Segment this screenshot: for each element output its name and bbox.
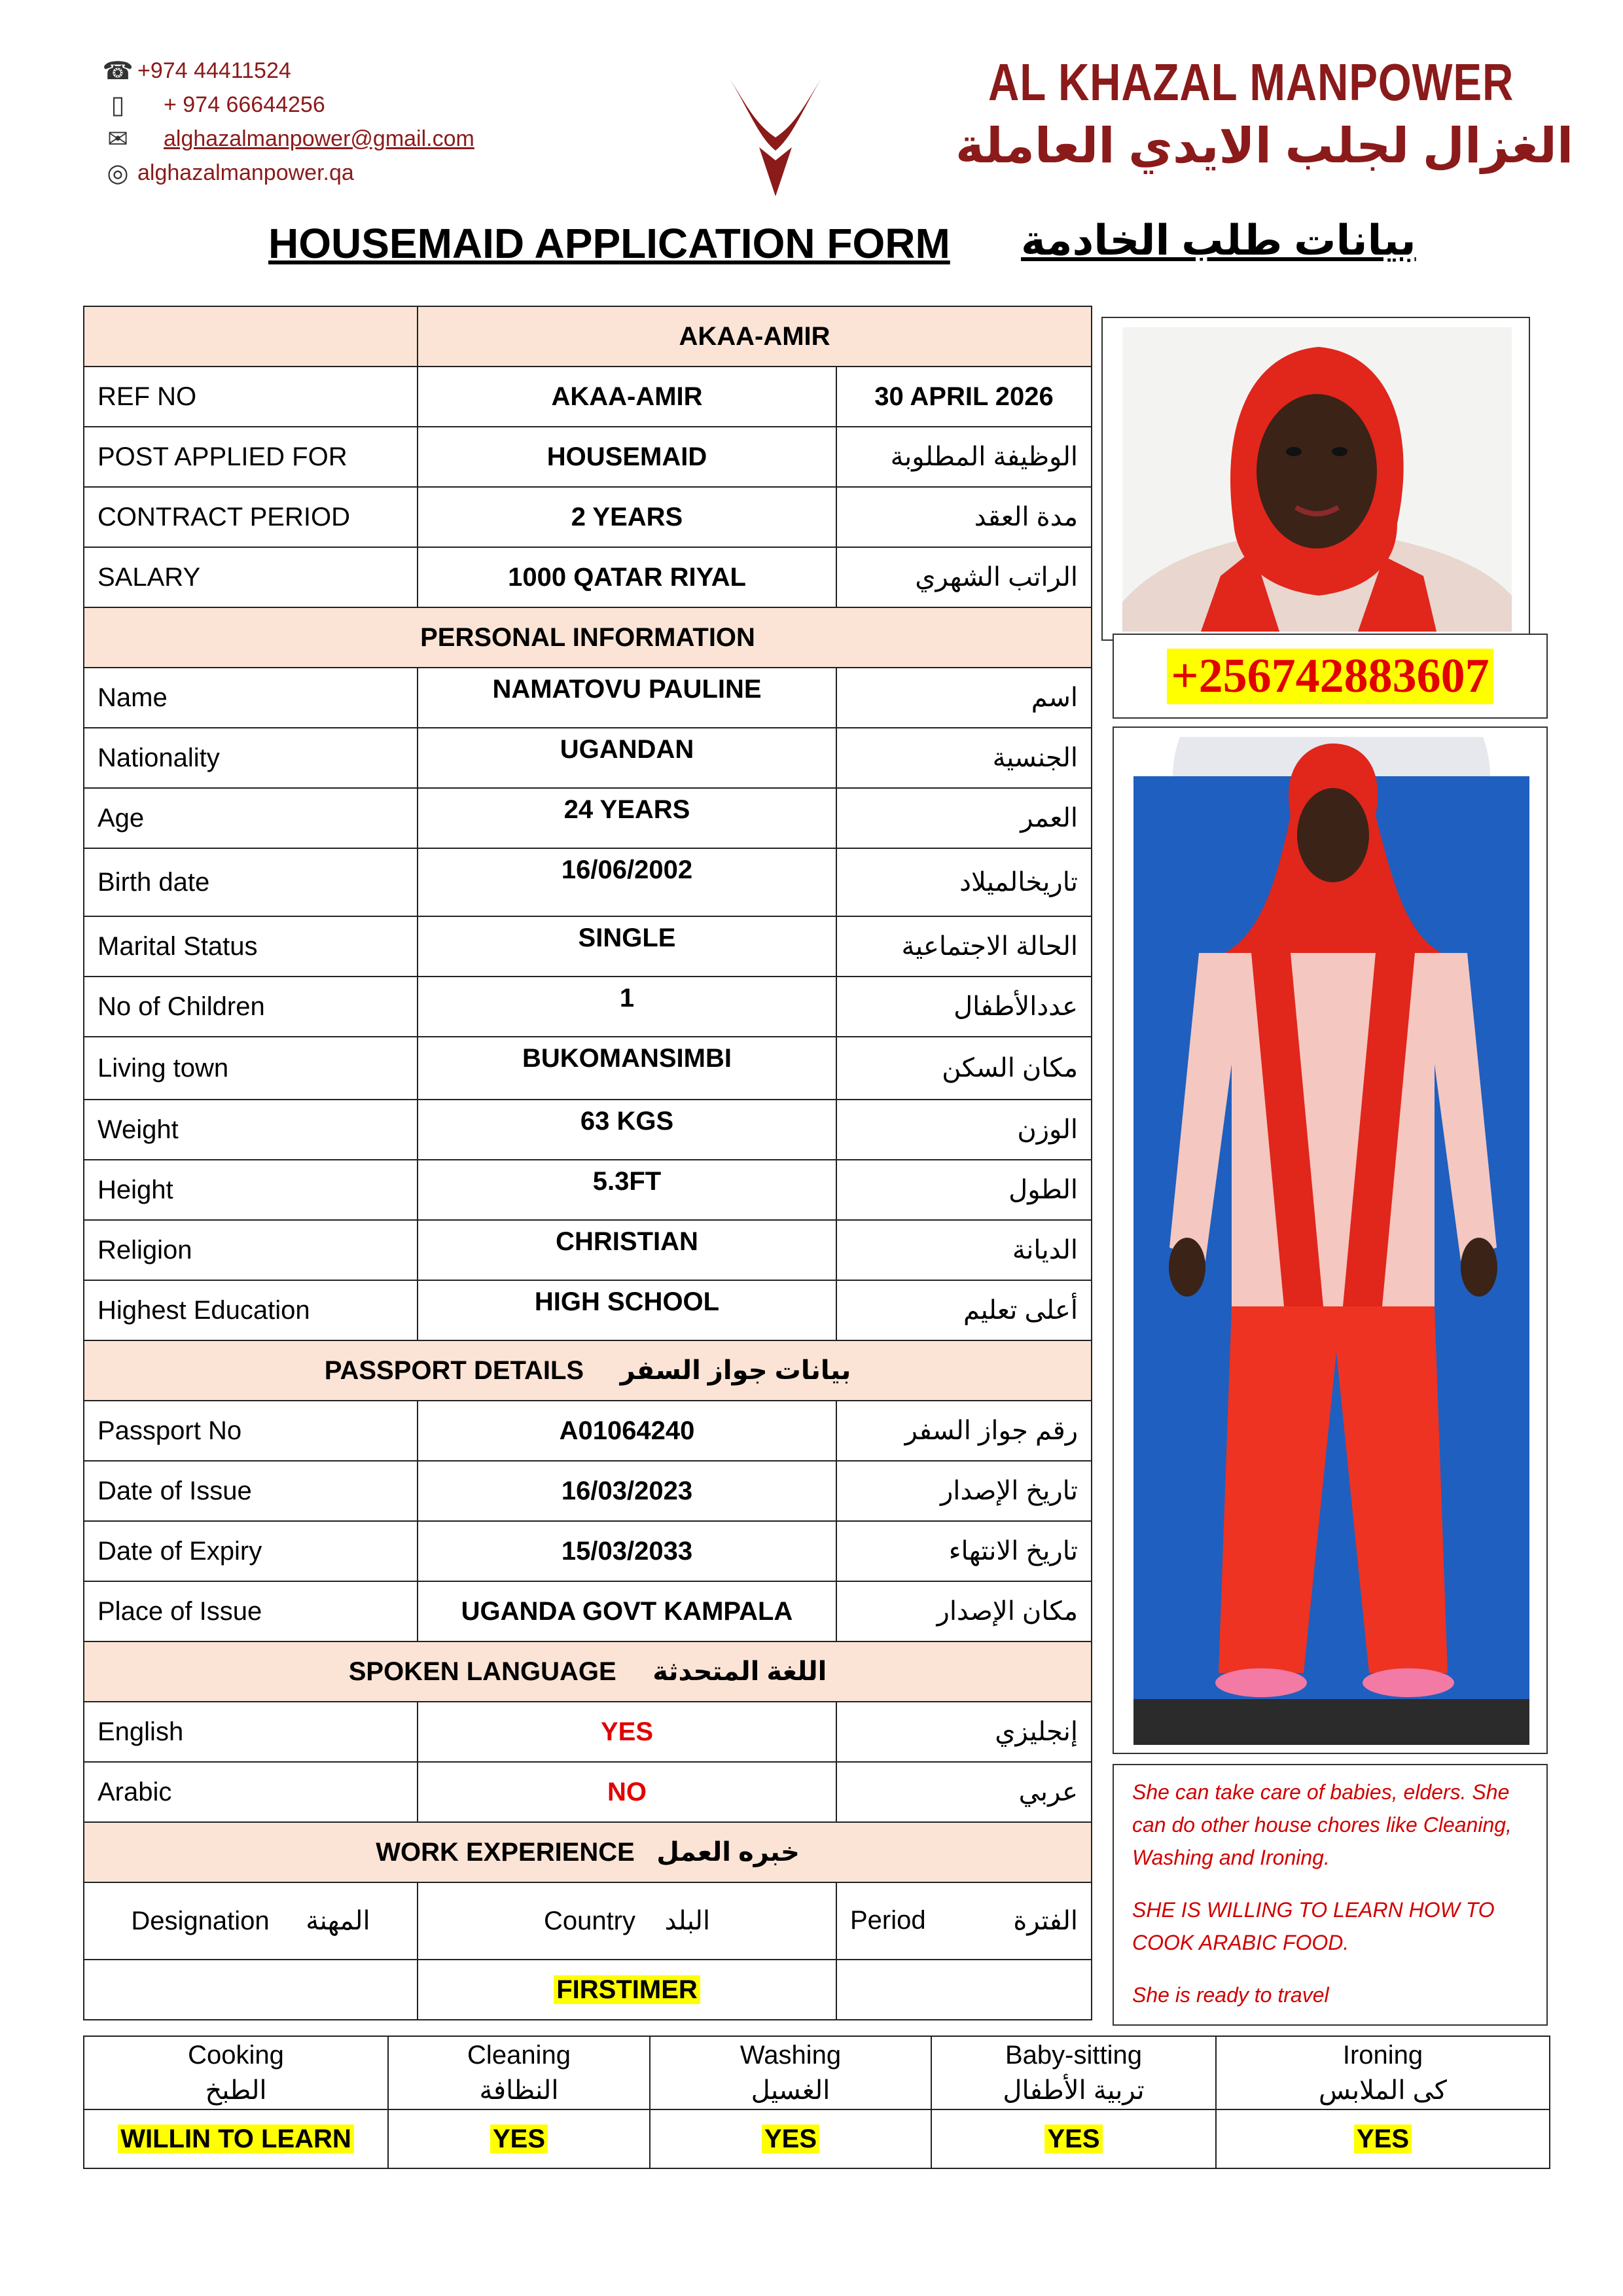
headshot-image <box>1122 327 1512 632</box>
experience-section-header <box>84 1822 1092 1882</box>
mobile-phone-icon: ▯ <box>111 91 125 119</box>
personal-row <box>84 1220 1092 1280</box>
field-value: 16/06/2002 <box>418 848 836 916</box>
contact-number-box <box>1113 634 1548 719</box>
field-label: Date of Issue <box>84 1461 418 1521</box>
field-label: No of Children <box>84 977 418 1037</box>
skill-name-ar: تربية الأطفال <box>1003 2076 1145 2105</box>
language-label: Arabic <box>84 1762 418 1822</box>
period-label: Period <box>850 1906 926 1935</box>
application-table <box>83 306 1092 2020</box>
passport-section-header <box>84 1340 1092 1401</box>
skills-answer-row <box>84 2109 1550 2168</box>
language-section-header <box>84 1641 1092 1702</box>
globe-icon: ◎ <box>107 159 129 187</box>
personal-row <box>84 668 1092 728</box>
field-value: 16/03/2023 <box>418 1461 836 1521</box>
country-label: Country <box>543 1907 635 1935</box>
form-title-arabic: بيانات طلب الخادمة <box>1021 217 1416 264</box>
field-label-ar: تاريخ الإصدار <box>836 1461 1092 1521</box>
field-value: UGANDAN <box>418 728 836 788</box>
form-date: 30 APRIL 2026 <box>836 367 1092 427</box>
skill-header <box>931 2036 1216 2109</box>
salary-label-ar: الراتب الشهري <box>836 547 1092 607</box>
skill-answer: YES <box>1044 2125 1102 2153</box>
website-text[interactable]: alghazalmanpower.qa <box>137 160 354 185</box>
email-link[interactable]: alghazalmanpower@gmail.com <box>164 126 474 151</box>
field-label: Weight <box>84 1100 418 1160</box>
country-label-ar: البلد <box>664 1907 711 1935</box>
skill-answer: WILLIN TO LEARN <box>118 2125 354 2153</box>
language-label-ar: عربي <box>836 1762 1092 1822</box>
ref-value: AKAA-AMIR <box>418 367 836 427</box>
passport-row <box>84 1581 1092 1641</box>
contact-phone-1 <box>98 54 291 88</box>
personal-row <box>84 848 1092 916</box>
field-value: 24 YEARS <box>418 788 836 848</box>
field-label-ar: مكان السكن <box>836 1037 1092 1100</box>
note-travel: She is ready to travel <box>1132 1983 1329 2007</box>
contact-website <box>98 156 354 190</box>
top-code: AKAA-AMIR <box>418 306 1092 367</box>
skill-answer: YES <box>490 2125 548 2153</box>
post-row <box>84 427 1092 487</box>
note-care: She can take care of babies, elders. She can do other house chores like Cleaning, Washing and Ironing. <box>1132 1780 1512 1869</box>
notes-box <box>1113 1764 1548 2026</box>
personal-header: PERSONAL INFORMATION <box>84 607 1092 668</box>
field-label: Living town <box>84 1037 418 1100</box>
salary-value: 1000 QATAR RIYAL <box>418 547 836 607</box>
note-cooking: SHE IS WILLING TO LEARN HOW TO COOK ARABIC FOOD. <box>1132 1898 1495 1954</box>
skill-header <box>1216 2036 1550 2109</box>
passport-row <box>84 1401 1092 1461</box>
skill-answer: YES <box>762 2125 819 2153</box>
contract-row <box>84 487 1092 547</box>
language-row <box>84 1762 1092 1822</box>
passport-header-ar: بيانات جواز السفر <box>620 1356 851 1385</box>
personal-section-header <box>84 607 1092 668</box>
field-value: UGANDA GOVT KAMPALA <box>418 1581 836 1641</box>
language-label: English <box>84 1702 418 1762</box>
contact-number[interactable]: +256742883607 <box>1167 649 1493 704</box>
contract-value: 2 YEARS <box>418 487 836 547</box>
period-label-ar: الفترة <box>1013 1907 1079 1935</box>
headshot-photo <box>1101 317 1530 641</box>
contact-email <box>98 122 474 156</box>
field-value: 1 <box>418 977 836 1037</box>
field-value: 15/03/2033 <box>418 1521 836 1581</box>
telephone-icon: ☎ <box>102 57 134 85</box>
salary-label: SALARY <box>84 547 418 607</box>
personal-row <box>84 1100 1092 1160</box>
field-label-ar: الطول <box>836 1160 1092 1220</box>
field-label-ar: الجنسية <box>836 728 1092 788</box>
gazelle-logo <box>723 72 828 203</box>
field-label: Passport No <box>84 1401 418 1461</box>
field-label-ar: تاريخ الانتهاء <box>836 1521 1092 1581</box>
personal-row <box>84 1037 1092 1100</box>
field-label-ar: رقم جواز السفر <box>836 1401 1092 1461</box>
post-value: HOUSEMAID <box>418 427 836 487</box>
phone-2-text: + 974 66644256 <box>164 92 325 117</box>
skill-name-ar: کی الملابس <box>1319 2076 1447 2105</box>
field-value: SINGLE <box>418 916 836 977</box>
skill-name: Cooking <box>188 2041 284 2070</box>
field-label-ar: الحالة الاجتماعية <box>836 916 1092 977</box>
full-body-image <box>1133 737 1529 1745</box>
passport-header: PASSPORT DETAILS <box>324 1356 584 1385</box>
skills-table <box>83 2036 1550 2169</box>
field-value: A01064240 <box>418 1401 836 1461</box>
field-label: Name <box>84 668 418 728</box>
brand-name-english: AL KHAZAL MANPOWER <box>988 53 1514 111</box>
field-label-ar: الديانة <box>836 1220 1092 1280</box>
skill-name-ar: النظافة <box>479 2076 559 2105</box>
language-value: YES <box>418 1702 836 1762</box>
field-label-ar: أعلى تعليم <box>836 1280 1092 1340</box>
field-value: NAMATOVU PAULINE <box>418 668 836 728</box>
field-label: Height <box>84 1160 418 1220</box>
skill-header <box>650 2036 931 2109</box>
skill-name-ar: الطبخ <box>205 2076 267 2105</box>
experience-columns <box>84 1882 1092 1960</box>
post-label-ar: الوظيفة المطلوبة <box>836 427 1092 487</box>
envelope-icon: ✉ <box>107 125 128 153</box>
field-label: Highest Education <box>84 1280 418 1340</box>
field-value: 63 KGS <box>418 1100 836 1160</box>
contact-phone-2 <box>98 88 325 122</box>
language-label-ar: إنجليزي <box>836 1702 1092 1762</box>
skill-answer: YES <box>1354 2125 1412 2153</box>
experience-header: WORK EXPERIENCE <box>376 1838 635 1867</box>
personal-row <box>84 1280 1092 1340</box>
skill-name: Baby-sitting <box>1005 2041 1142 2070</box>
field-label-ar: اسم <box>836 668 1092 728</box>
field-label: Birth date <box>84 848 418 916</box>
designation-label: Designation <box>131 1907 270 1935</box>
contract-label-ar: مدة العقد <box>836 487 1092 547</box>
experience-header-ar: خبره العمل <box>656 1838 800 1867</box>
field-value: BUKOMANSIMBI <box>418 1037 836 1100</box>
passport-row <box>84 1461 1092 1521</box>
experience-value: FIRSTIMER <box>554 1975 700 2004</box>
contract-label: CONTRACT PERIOD <box>84 487 418 547</box>
field-label: Age <box>84 788 418 848</box>
passport-row <box>84 1521 1092 1581</box>
skill-name: Ironing <box>1342 2041 1423 2070</box>
experience-row <box>84 1960 1092 2020</box>
brand-name-arabic: الغزال لجلب الايدي العاملة <box>955 118 1574 173</box>
field-label-ar: عددالأطفال <box>836 977 1092 1037</box>
field-label: Marital Status <box>84 916 418 977</box>
skill-name-ar: الغسيل <box>751 2076 830 2105</box>
salary-row <box>84 547 1092 607</box>
designation-label-ar: المهنة <box>306 1907 370 1935</box>
personal-row <box>84 1160 1092 1220</box>
post-label: POST APPLIED FOR <box>84 427 418 487</box>
skills-header-row <box>84 2036 1550 2109</box>
field-value: HIGH SCHOOL <box>418 1280 836 1340</box>
language-value: NO <box>418 1762 836 1822</box>
field-label-ar: تاريخالميلاد <box>836 848 1092 916</box>
language-header: SPOKEN LANGUAGE <box>348 1657 616 1686</box>
personal-row <box>84 916 1092 977</box>
field-value: 5.3FT <box>418 1160 836 1220</box>
field-label: Nationality <box>84 728 418 788</box>
personal-row <box>84 728 1092 788</box>
skill-name: Cleaning <box>467 2041 571 2070</box>
language-header-ar: اللغة المتحدثة <box>652 1657 827 1686</box>
field-value: CHRISTIAN <box>418 1220 836 1280</box>
skill-name: Washing <box>740 2041 842 2070</box>
form-title: HOUSEMAID APPLICATION FORM <box>268 220 950 267</box>
personal-row <box>84 977 1092 1037</box>
skill-header <box>388 2036 650 2109</box>
language-row <box>84 1702 1092 1762</box>
ref-label: REF NO <box>84 367 418 427</box>
phone-1-text: +974 44411524 <box>137 58 291 83</box>
field-label-ar: العمر <box>836 788 1092 848</box>
ref-row <box>84 367 1092 427</box>
field-label: Date of Expiry <box>84 1521 418 1581</box>
field-label-ar: الوزن <box>836 1100 1092 1160</box>
full-body-photo <box>1113 726 1548 1754</box>
field-label: Religion <box>84 1220 418 1280</box>
skill-header <box>84 2036 388 2109</box>
code-row <box>84 306 1092 367</box>
personal-row <box>84 788 1092 848</box>
field-label: Place of Issue <box>84 1581 418 1641</box>
field-label-ar: مكان الإصدار <box>836 1581 1092 1641</box>
